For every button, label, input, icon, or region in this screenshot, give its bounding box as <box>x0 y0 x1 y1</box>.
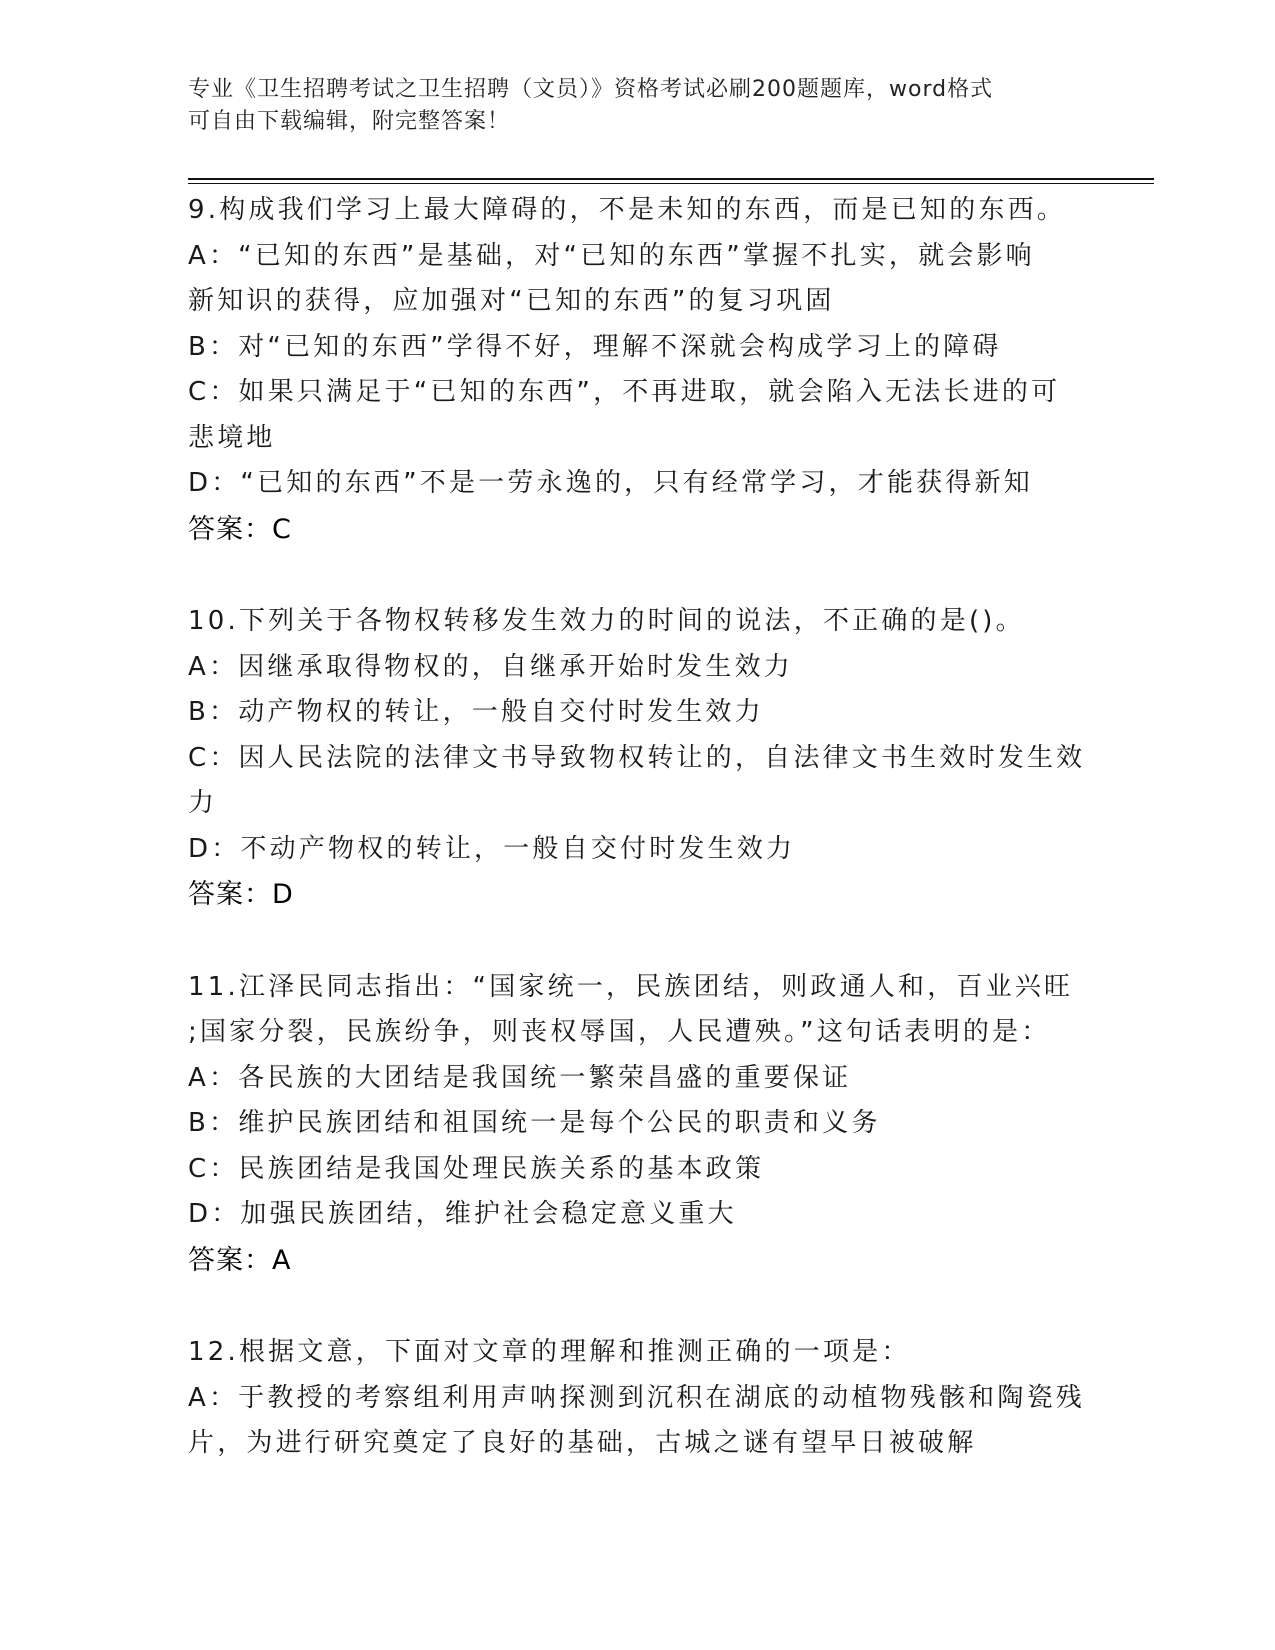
question-9 <box>188 188 1088 552</box>
question-stem: 12.根据文意，下面对文章的理解和推测正确的一项是： <box>188 1337 911 1367</box>
option-a-line-1: A：“已知的东西”是基础，对“已知的东西”掌握不扎实，就会影响 <box>188 240 1035 271</box>
option-a-line-2: 新知识的获得，应加强对“已知的东西”的复习巩固 <box>188 286 835 316</box>
option-a-line-1: A：于教授的考察组利用声呐探测到沉积在湖底的动植物残骸和陶瓷残 <box>188 1382 1085 1413</box>
option-c: C：民族团结是我国处理民族关系的基本政策 <box>188 1153 765 1184</box>
question-10 <box>188 599 1088 918</box>
header-rule-thick <box>188 178 1154 180</box>
question-list <box>188 188 1088 1514</box>
question-stem: 10.下列关于各物权转移发生效力的时间的说法，不正确的是()。 <box>188 606 1025 636</box>
answer: 答案：A <box>188 1244 292 1276</box>
option-d: D：加强民族团结，维护社会稳定意义重大 <box>188 1199 737 1229</box>
header-rule-thin <box>188 183 1154 184</box>
answer: 答案：D <box>188 879 294 910</box>
question-stem-line-1: 11.江泽民同志指出：“国家统一，民族团结，则政通人和，百业兴旺 <box>188 971 1074 1002</box>
option-a: A：因继承取得物权的，自继承开始时发生效力 <box>188 651 793 682</box>
option-d: D：不动产物权的转让，一般自交付时发生效力 <box>188 833 796 864</box>
option-b: B：维护民族团结和祖国统一是每个公民的职责和义务 <box>188 1108 881 1138</box>
option-c-line-1: C：如果只满足于“已知的东西”，不再进取，就会陷入无法长进的可 <box>188 377 1061 407</box>
option-a-line-2: 片，为进行研究奠定了良好的基础，古城之谜有望早日被破解 <box>188 1428 977 1458</box>
page-header <box>188 74 1088 138</box>
question-11 <box>188 965 1088 1284</box>
option-b: B：动产物权的转让，一般自交付时发生效力 <box>188 697 764 727</box>
option-a: A：各民族的大团结是我国统一繁荣昌盛的重要保证 <box>188 1062 852 1093</box>
question-stem-line-2: ;国家分裂，民族纷争，则丧权辱国，人民遭殃。”这句话表明的是： <box>188 1017 1051 1047</box>
question-stem: 9.构成我们学习上最大障碍的，不是未知的东西，而是已知的东西。 <box>188 195 1067 225</box>
option-c-line-2: 悲境地 <box>188 422 276 453</box>
option-c-line-2: 力 <box>188 788 218 818</box>
header-line-2: 可自由下载编辑，附完整答案！ <box>188 109 511 134</box>
option-c-line-1: C：因人民法院的法律文书导致物权转让的，自法律文书生效时发生效 <box>188 742 1086 773</box>
option-b: B：对“已知的东西”学得不好，理解不深就会构成学习上的障碍 <box>188 331 1002 362</box>
header-line-1: 专业《卫生招聘考试之卫生招聘（文员）》资格考试必刷200题题库，word格式 <box>188 77 994 102</box>
answer: 答案：C <box>188 513 292 545</box>
option-d: D：“已知的东西”不是一劳永逸的，只有经常学习，才能获得新知 <box>188 468 1033 498</box>
question-12 <box>188 1330 1088 1467</box>
